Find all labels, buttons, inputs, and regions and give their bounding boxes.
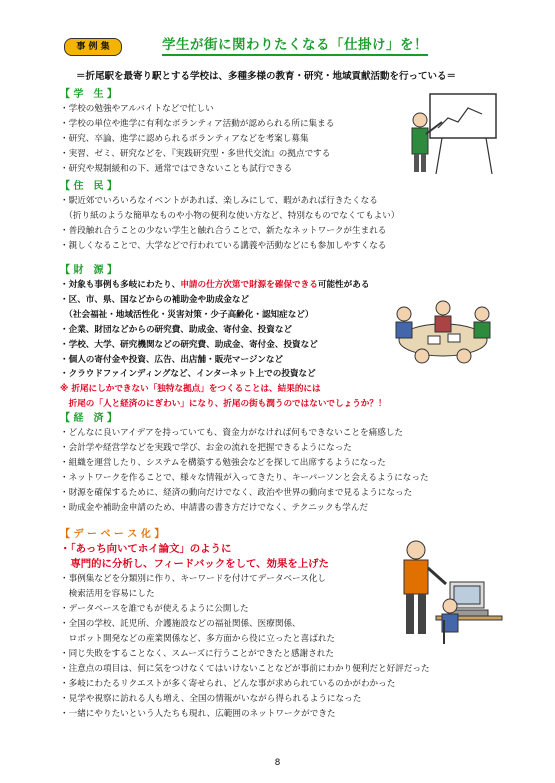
section-database — [60, 528, 430, 721]
page-subtitle: ＝折尾駅を最寄り駅とする学校は、多種多様の教育・研究・地域貢献活動を行っている＝ — [76, 71, 457, 82]
funding-text: ・対象も事例も多岐にわたり、 — [60, 280, 181, 290]
section-heading: 【 財 源 】 — [60, 265, 117, 276]
list-item: ・助成金や補助金申請のため、申請書の書き方だけでなく、テクニックも学んだ — [60, 502, 369, 513]
list-item: ・注意点の項目は、何に気をつけなくてはいけないことなどが事前にわかり便利だと好評だった — [60, 663, 430, 674]
section-students — [60, 88, 334, 177]
list-item: ・企業、財団などからの研究費、助成金、寄付金、投資など — [60, 324, 293, 335]
list-item: ・事例集などを分類別に作り、キーワードを付けてデータベース化し — [60, 574, 326, 585]
list-item: （折り紙のような簡単なものや小物の便利な使い方など、特別なものでなくてもよい） — [60, 210, 400, 221]
section-residents — [60, 180, 399, 254]
funding-note-line2: 折尾の「人と経済のにぎわい」になり、折尾の街も潤うのではないでしょうか？！ — [60, 399, 387, 410]
list-item: 検索活用を容易にした — [60, 589, 155, 600]
section-funding — [60, 264, 387, 412]
list-item: ・研究、卒論、進学に認められるボランティアなどを考案し募集 — [60, 133, 309, 144]
list-item: ・実習、ゼミ、研究などを、『実践研究型・多世代交流』の拠点でする — [60, 148, 331, 159]
list-item: ・親しくなることで、大学などで行われている講義や活動などにも参加しやすくなる — [60, 240, 387, 251]
funding-note — [60, 382, 387, 397]
list-item: ロボット開発などの産業関係など、多方面から役に立ったと喜ばれた — [60, 634, 336, 645]
funding-text: 可能性がある — [317, 280, 370, 290]
list-item: ・多岐にわたるリクエストが多く寄せられ、どんな事が求められているのかがわかった — [60, 678, 396, 689]
list-item: ・一緒にやりたいという人たちも現れ、広範囲のネットワークができた — [60, 708, 336, 719]
list-item: ・研究や規制緩和の下、通常ではできないことも試行できる — [60, 163, 293, 174]
list-item: ・会計学や経営学などを実践で学び、お金の流れを把握できるようになった — [60, 442, 352, 453]
meeting-illustration — [384, 296, 502, 368]
case-study-badge: 事 例 集 — [64, 38, 122, 56]
list-item: ・全国の学校、託児所、介護施設などの福祉関係、医療関係、 — [60, 619, 301, 630]
section-heading: 【 住 民 】 — [60, 181, 117, 192]
page-number: 8 — [274, 758, 281, 768]
list-item: ・区、市、県、国などからの補助金や助成金など — [60, 294, 250, 305]
computer-users-illustration — [388, 536, 506, 648]
database-highlight: ・「あっち向いてホイ論文」のように — [60, 543, 232, 555]
section-economy — [60, 412, 429, 515]
note-text: ※ 折尾にしかできない「 — [60, 384, 158, 395]
note-text: 」をつくることは、結果的には — [200, 384, 321, 395]
note-highlight: 独特な拠点 — [157, 384, 201, 395]
list-item: ・普段触れ合うことの少ない学生と触れ合うことで、新たなネットワークが生まれる — [60, 225, 387, 236]
list-item: ・同じ失敗をすることなく、スムーズに行うことができたと感謝された — [60, 648, 334, 659]
list-item: ・学校の勉強やアルバイトなどで忙しい — [60, 104, 214, 114]
list-item: ・組織を運営したり、システムを構築する勉強会などを探して出席するようになった — [60, 457, 386, 468]
list-item: ・学校、大学、研究機関などの研究費、助成金、寄付金、投資など — [60, 339, 318, 350]
list-item: （社会福祉・地域活性化・災害対策・少子高齢化・認知症など） — [60, 309, 314, 320]
list-item: ・データベースを誰でもが使えるように公開した — [60, 604, 249, 615]
list-item: ・どんなに良いアイデアを持っていても、資金力がなければ何もできないことを痛感した — [60, 428, 403, 438]
list-item: ・財源を確保するために、経済の動向だけでなく、政治や世界の動向まで見るようになった — [60, 487, 413, 498]
list-item: ・クラウドファインディングなど、インターネット上での投資など — [60, 369, 316, 380]
section-heading: 【 学 生 】 — [60, 89, 117, 100]
list-item: ・個人の寄付金や投資、広告、出店舗・販売マージンなど — [60, 354, 284, 365]
presenter-illustration — [402, 90, 502, 178]
list-item: ・見学や視察に訪れる人も増え、全国の情報がいながら得られるようになった — [60, 693, 362, 704]
list-item: ・学校の単位や進学に有利なボランティア活動が認められる所に集まる — [60, 118, 335, 129]
funding-highlight: 申請の仕方次第で財源を確保できる — [180, 280, 318, 290]
section-heading: 【 デ ー ベ ー ス 化 】 — [60, 529, 165, 540]
list-item: ・駅近郊でいろいろなイベントがあれば、楽しみにして、暇があれば行きたくなる — [60, 196, 378, 206]
list-item: ・ネットワークを作ることで、様々な情報が入ってきたり、キーパーソンと会えるようになった — [60, 472, 429, 483]
section-heading: 【 経 済 】 — [60, 413, 117, 424]
database-highlight-line2: 専門的に分析し、フィードバックをして、効果を上げた — [60, 558, 329, 571]
page-title: 学生が街に関わりたくなる「仕掛け」を！ — [162, 36, 428, 56]
list-item — [60, 278, 387, 293]
